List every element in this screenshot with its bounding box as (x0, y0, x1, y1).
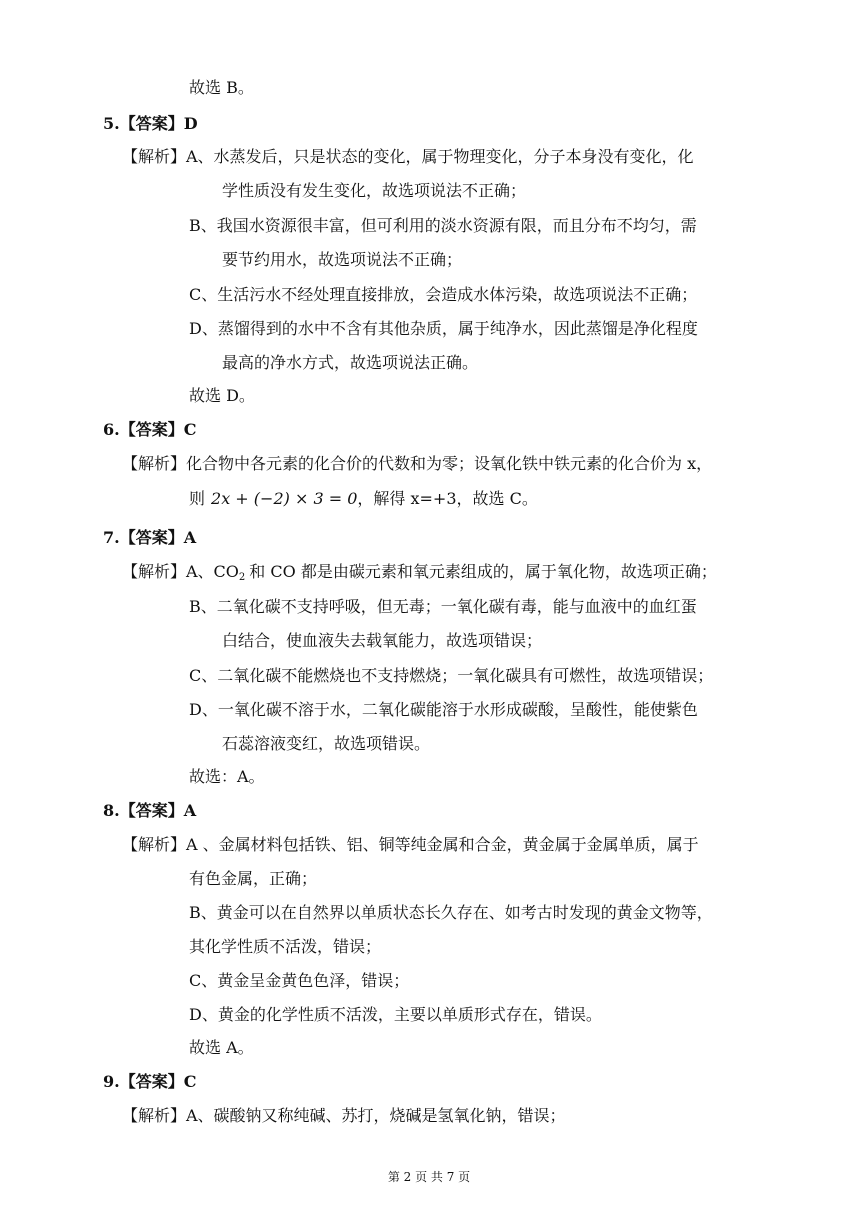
q5-analysis-line: 要节约用水，故选项说法不正确； (222, 250, 463, 269)
q5-analysis-line: D、蒸馏得到的水中不含有其他杂质，属于纯净水，因此蒸馏是净化程度 (189, 319, 698, 338)
q5-analysis-line: 【解析】A、水蒸发后，只是状态的变化，属于物理变化，分子本身没有变化，化 (122, 147, 694, 166)
q8-analysis-line: B、黄金可以在自然界以单质状态长久存在、如考古时发现的黄金文物等， (189, 903, 713, 922)
q4-conclusion: 故选 B。 (189, 78, 254, 97)
q8-answer-heading: 8.【答案】A (103, 801, 197, 820)
q7-analysis-line (122, 560, 717, 584)
q7-analysis-line: D、一氧化碳不溶于水，二氧化碳能溶于水形成碳酸，呈酸性，能使紫色 (189, 700, 698, 719)
q7-analysis-line: 石蕊溶液变红，故选项错误。 (222, 734, 431, 753)
q6-text: 则 (189, 489, 206, 508)
q5-analysis-line: 最高的净水方式，故选项说法正确。 (222, 353, 479, 372)
q7-text: 【解析】A、CO (122, 562, 239, 581)
q7-answer-heading: 7.【答案】A (103, 528, 197, 547)
q5-answer-heading: 5.【答案】D (103, 114, 198, 133)
q7-analysis-line: 白结合，使血液失去载氧能力，故选项错误； (222, 631, 543, 650)
q6-analysis-line: 【解析】化合物中各元素的化合价的代数和为零；设氧化铁中铁元素的化合价为 x， (122, 454, 713, 473)
q7-conclusion: 故选：A。 (189, 767, 265, 786)
q8-analysis-line: C、黄金呈金黄色色泽，错误； (189, 971, 410, 990)
q6-text: ，解得 x=+3，故选 C。 (357, 489, 538, 508)
q5-analysis-line: 学性质没有发生变化，故选项说法不正确； (222, 181, 527, 200)
q6-analysis-line (189, 487, 538, 511)
q6-answer-heading: 6.【答案】C (103, 420, 197, 439)
q8-analysis-line: 其化学性质不活泼，错误； (189, 937, 382, 956)
q9-analysis-line: 【解析】A、碳酸钠又称纯碱、苏打，烧碱是氢氧化钠，错误； (122, 1106, 566, 1125)
q7-analysis-line: C、二氧化碳不能燃烧也不支持燃烧；一氧化碳具有可燃性，故选项错误； (189, 666, 714, 685)
q8-analysis-line: D、黄金的化学性质不活泼，主要以单质形式存在，错误。 (189, 1005, 602, 1024)
q8-conclusion: 故选 A。 (189, 1038, 254, 1057)
q8-analysis-line: 【解析】A 、金属材料包括铁、铝、铜等纯金属和合金，黄金属于金属单质，属于 (122, 835, 699, 854)
q9-answer-heading: 9.【答案】C (103, 1072, 197, 1091)
q5-conclusion: 故选 D。 (189, 386, 255, 405)
page-footer: 第 2 页 共 7 页 (387, 1170, 471, 1184)
q5-analysis-line: B、我国水资源很丰富，但可利用的淡水资源有限，而且分布不均匀，需 (189, 216, 697, 235)
q7-text: 和 CO 都是由碳元素和氧元素组成的，属于氧化物，故选项正确； (249, 562, 717, 581)
q7-analysis-line: B、二氧化碳不支持呼吸，但无毒；一氧化碳有毒，能与血液中的血红蛋 (189, 597, 697, 616)
q5-analysis-line: C、生活污水不经处理直接排放，会造成水体污染，故选项说法不正确； (189, 285, 698, 304)
q7-subscript: 2 (238, 572, 246, 583)
q8-analysis-line: 有色金属，正确； (189, 869, 318, 888)
q6-equation: 2x + (−2) × 3 = 0 (211, 489, 358, 508)
